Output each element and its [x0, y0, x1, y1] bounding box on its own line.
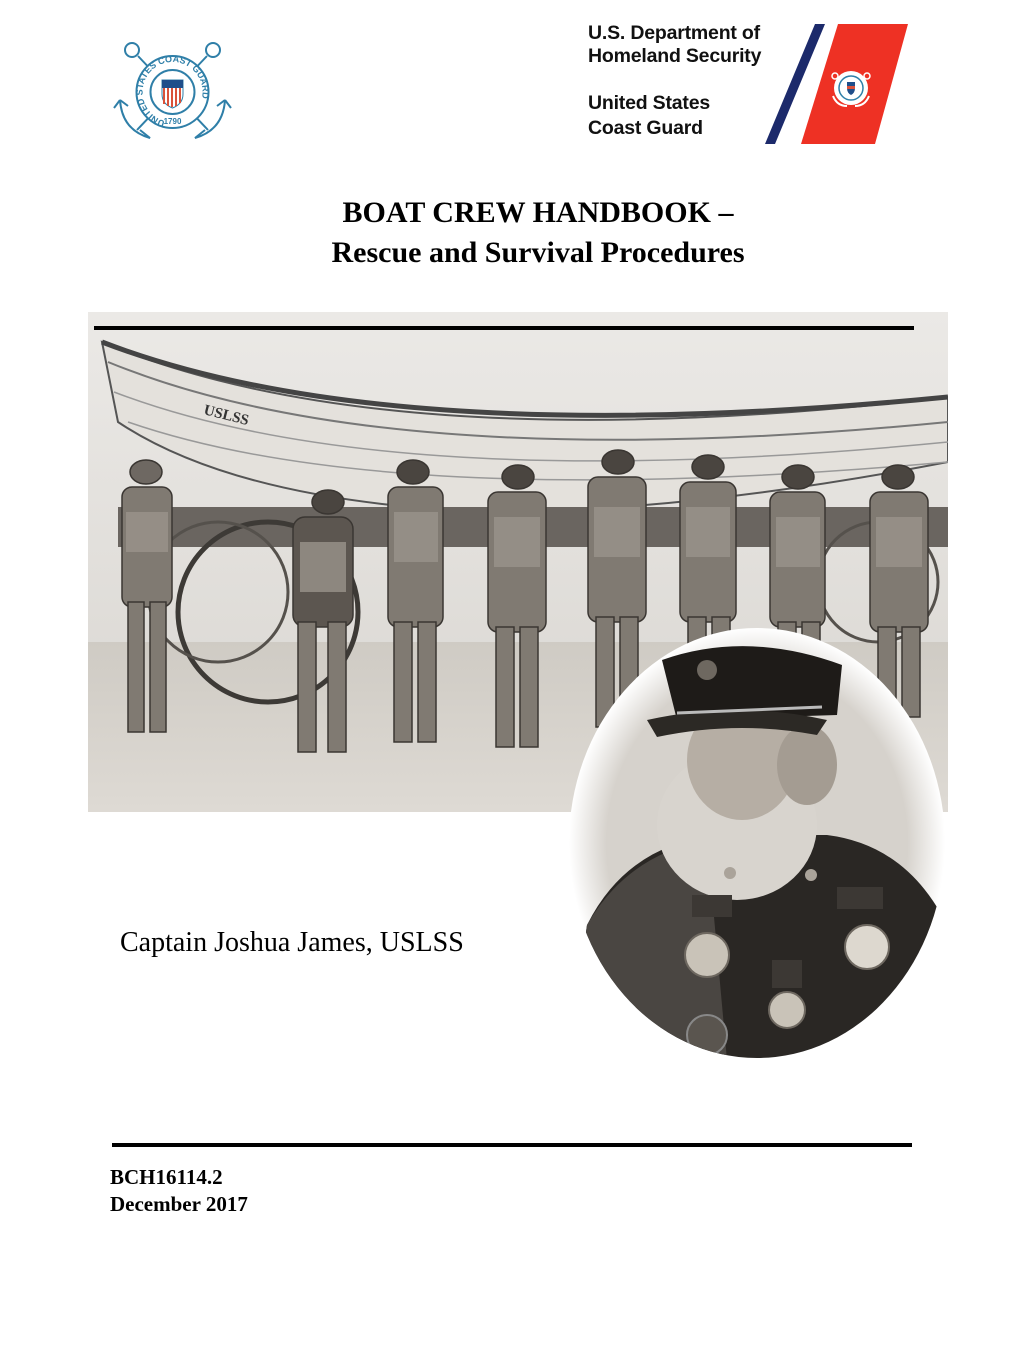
title-line-1: BOAT CREW HANDBOOK –	[342, 196, 734, 229]
agency-line-united-states: United States	[588, 92, 711, 114]
portrait-caption: Captain Joshua James, USLSS	[120, 927, 464, 958]
document-number: BCH16114.2	[110, 1165, 223, 1189]
agency-logo-block	[588, 20, 908, 145]
title-line-2: Rescue and Survival Procedures	[331, 236, 745, 269]
document-date: December 2017	[110, 1192, 248, 1216]
coast-guard-seal-logo	[110, 30, 235, 155]
captain-portrait	[567, 625, 947, 1060]
coast-guard-racing-stripe-icon	[763, 20, 908, 145]
svg-text:1790: 1790	[163, 117, 182, 126]
title-divider-rule	[94, 326, 914, 330]
svg-text:UNITED STATES COAST GUARD: UNITED STATES COAST GUARD	[134, 53, 211, 129]
agency-line-coast-guard: Coast Guard	[588, 117, 703, 139]
coast-guard-seal-icon	[110, 30, 235, 155]
svg-text:USLSS: USLSS	[202, 402, 251, 429]
captain-portrait-image	[567, 625, 947, 1060]
agency-line-dhs: Homeland Security	[588, 45, 762, 67]
footer-divider-rule	[112, 1143, 912, 1147]
document-info	[110, 1164, 248, 1218]
agency-line-dept: U.S. Department of	[588, 22, 760, 44]
page-title	[0, 193, 1020, 273]
